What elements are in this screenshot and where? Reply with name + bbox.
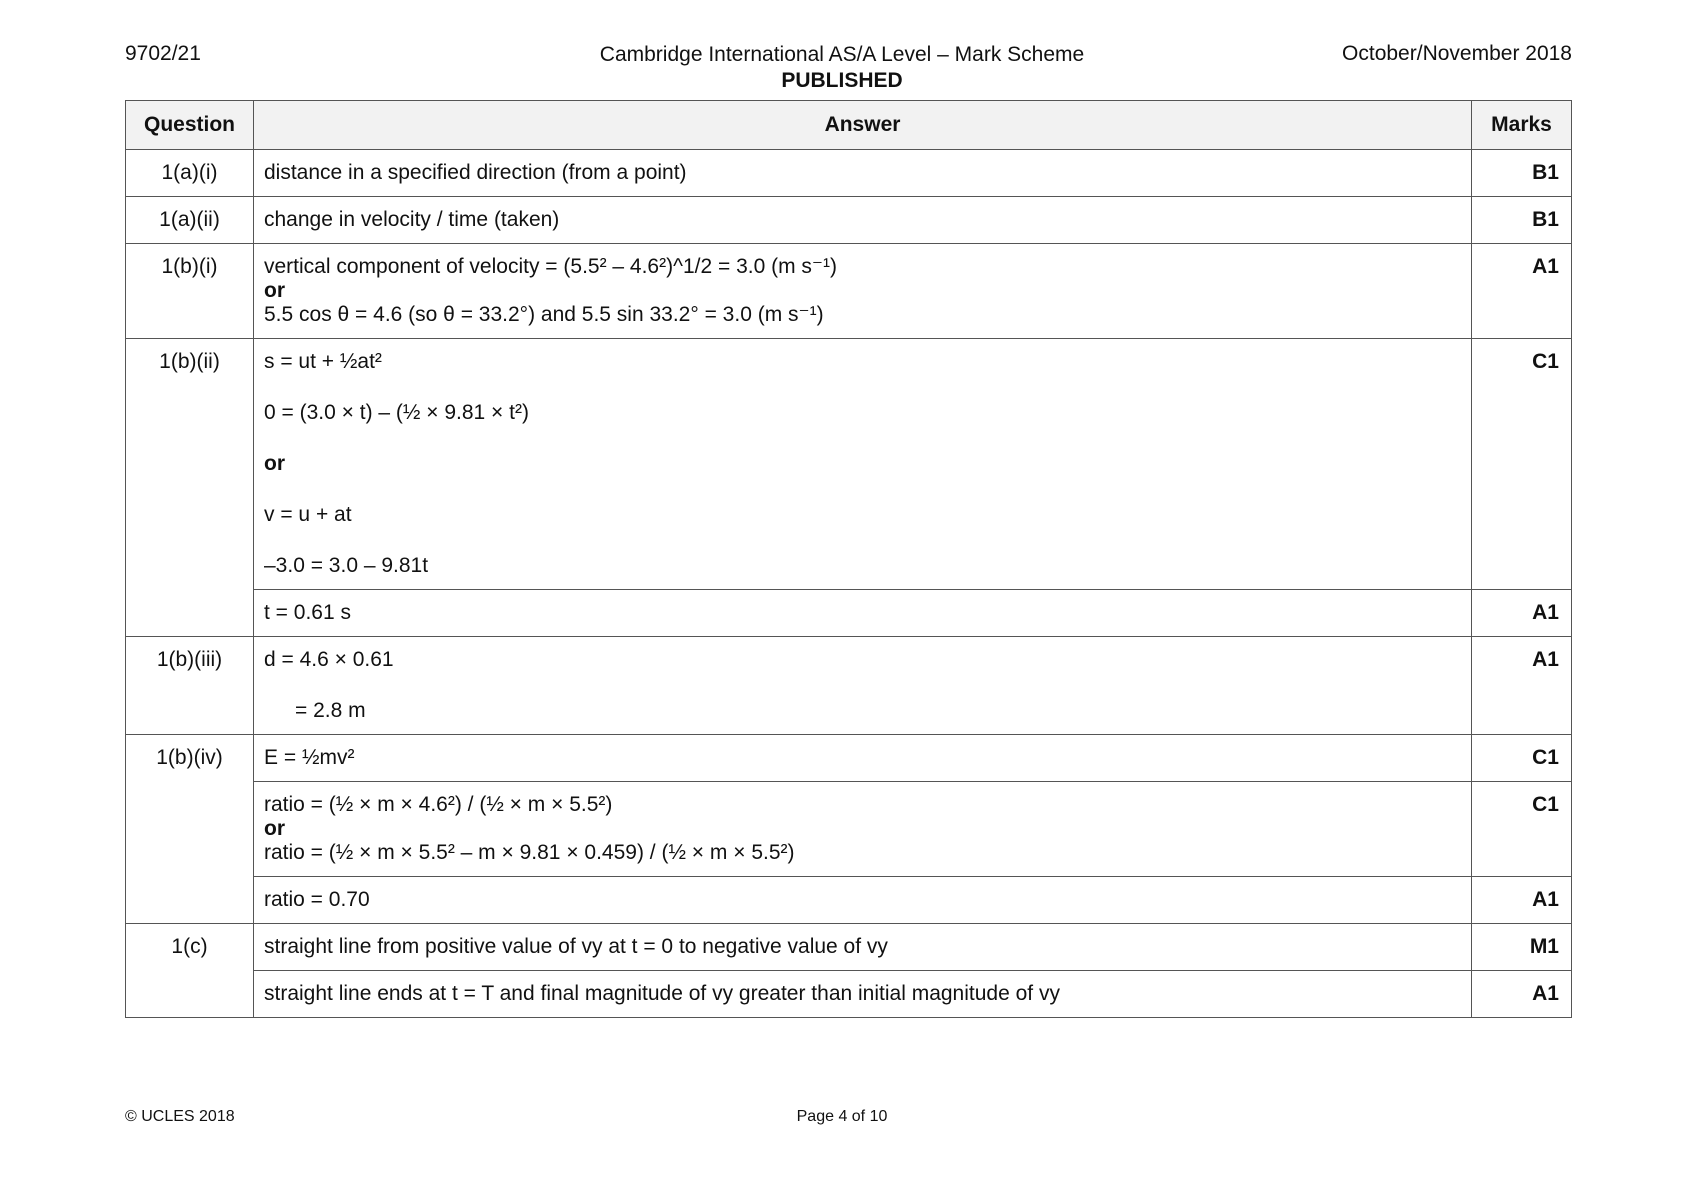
page-number: Page 4 of 10 [796, 1108, 888, 1125]
table-row [126, 244, 1572, 339]
paper-code: 9702/21 [125, 42, 201, 65]
question-cell: 1(b)(iv) [126, 735, 254, 924]
mark-cell: B1 [1472, 150, 1572, 197]
answer-cell [254, 782, 1472, 877]
table-row [126, 339, 1572, 590]
answer-cell [254, 971, 1472, 1018]
answer-line: = 2.8 m [295, 699, 366, 722]
table-row [126, 590, 1572, 637]
answer-line: ratio = (½ × m × 5.5² – m × 9.81 × 0.459) / (½ × m × 5.5²) [264, 841, 795, 864]
mark-cell: B1 [1472, 197, 1572, 244]
answer-line: v = u + at [264, 503, 352, 526]
answer-line: –3.0 = 3.0 – 9.81t [264, 554, 429, 577]
table-header-row [126, 101, 1572, 150]
question-header: Question [126, 101, 254, 150]
question-cell: 1(a)(i) [126, 150, 254, 197]
answer-cell [254, 339, 1472, 590]
answer-line: ratio = 0.70 [264, 888, 370, 911]
mark-cell: A1 [1472, 590, 1572, 637]
answer-line: d = 4.6 × 0.61 [264, 648, 394, 671]
question-cell: 1(c) [126, 924, 254, 1018]
answer-cell [254, 735, 1472, 782]
answer-line-or: or [264, 452, 285, 475]
table-row [126, 150, 1572, 197]
answer-line: vertical component of velocity = (5.5² – 4.6²)^1/2 = 3.0 (m s⁻¹) [264, 255, 837, 278]
table-row [126, 637, 1572, 735]
answer-line: distance in a specified direction (from a point) [264, 161, 687, 184]
mark-cell: A1 [1472, 877, 1572, 924]
question-cell: 1(b)(ii) [126, 339, 254, 637]
published-label: PUBLISHED [781, 69, 903, 92]
answer-line-or: or [264, 817, 285, 840]
question-cell: 1(b)(iii) [126, 637, 254, 735]
mark-cell: A1 [1472, 971, 1572, 1018]
answer-line: straight line from positive value of vy at t = 0 to negative value of vy [264, 935, 888, 958]
answer-line: E = ½mv² [264, 746, 355, 769]
mark-cell: C1 [1472, 339, 1572, 590]
mark-cell: A1 [1472, 637, 1572, 735]
exam-session: October/November 2018 [1342, 42, 1572, 65]
answer-line: ratio = (½ × m × 4.6²) / (½ × m × 5.5²) [264, 793, 613, 816]
table-row [126, 735, 1572, 782]
answer-cell [254, 197, 1472, 244]
copyright-notice: © UCLES 2018 [125, 1108, 235, 1125]
question-cell: 1(b)(i) [126, 244, 254, 339]
mark-scheme-title: Cambridge International AS/A Level – Mark Scheme [599, 43, 1085, 66]
marks-header: Marks [1472, 101, 1572, 150]
answer-line-or: or [264, 279, 285, 302]
mark-scheme-table [125, 100, 1572, 1018]
answer-line: s = ut + ½at² [264, 350, 382, 373]
mark-cell: C1 [1472, 735, 1572, 782]
answer-line: t = 0.61 s [264, 601, 351, 624]
answer-cell [254, 244, 1472, 339]
answer-cell [254, 877, 1472, 924]
answer-header: Answer [254, 101, 1472, 150]
table-row [126, 877, 1572, 924]
answer-line: change in velocity / time (taken) [264, 208, 560, 231]
mark-cell: A1 [1472, 244, 1572, 339]
table-row [126, 971, 1572, 1018]
table-row [126, 924, 1572, 971]
answer-cell [254, 590, 1472, 637]
answer-line: 5.5 cos θ = 4.6 (so θ = 33.2°) and 5.5 sin 33.2° = 3.0 (m s⁻¹) [264, 303, 824, 326]
answer-cell [254, 637, 1472, 735]
answer-line: 0 = (3.0 × t) – (½ × 9.81 × t²) [264, 401, 529, 424]
answer-cell [254, 924, 1472, 971]
answer-line: straight line ends at t = T and final magnitude of vy greater than initial magnitude of vy [264, 982, 1060, 1005]
mark-cell: M1 [1472, 924, 1572, 971]
question-cell: 1(a)(ii) [126, 197, 254, 244]
table-row [126, 197, 1572, 244]
mark-cell: C1 [1472, 782, 1572, 877]
answer-cell [254, 150, 1472, 197]
table-row [126, 782, 1572, 877]
